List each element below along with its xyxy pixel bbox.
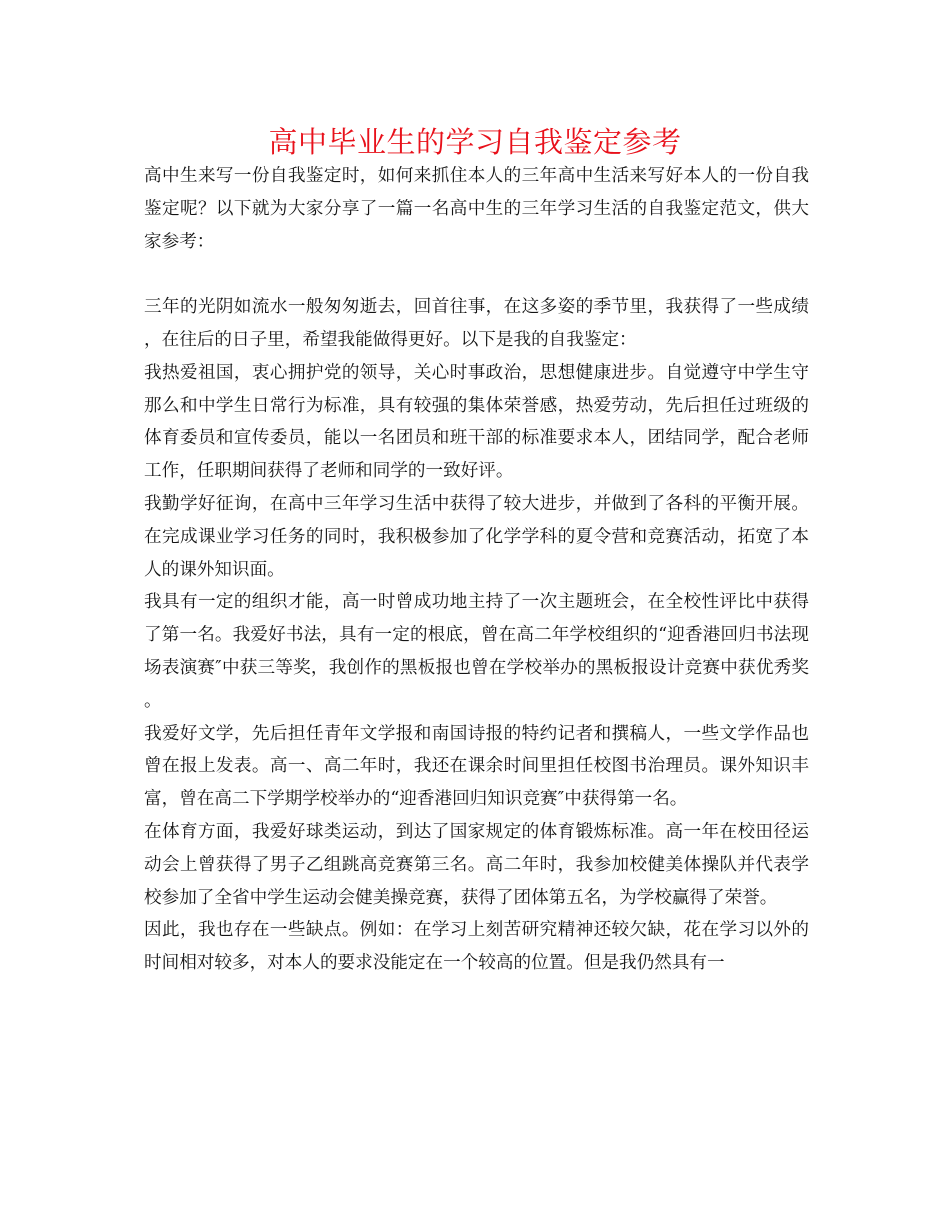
paragraph-study: 我勤学好征询，在高中三年学习生活中获得了较大进步，并做到了各科的平衡开展。在完成课业学习任务的同时，我积极参加了化学学科的夏令营和竞赛活动，拓宽了本人的课外知识面。 [144,493,809,580]
paragraph-sports: 在体育方面，我爱好球类运动，到达了国家规定的体育锻炼标准。高一年在校田径运动会上曾获得了男子乙组跳高竞赛第三名。高二年时，我参加校健美体操队并代表学校参加了全省中学生运动会健美操竞赛，获得了团体第五名，为学校赢得了荣誉。 [144,821,809,908]
paragraph-organization: 我具有一定的组织才能，高一时曾成功地主持了一次主题班会，在全校性评比中获得了第一名。我爱好书法，具有一定的根底，曾在高二年学校组织的“迎香港回归书法现场表演赛″中获三等奖，我创作的黑板报也曾在学校举办的黑板报设计竞赛中获优秀奖。 [144,592,809,711]
paragraph-literature: 我爱好文学，先后担任青年文学报和南国诗报的特约记者和撰稿人，一些文学作品也曾在报上发表。高一、高二年时，我还在课余时间里担任校图书治理员。课外知识丰富，曾在高二下学期学校举办的“迎香港回归知识竞赛″中获得第一名。 [144,723,809,810]
paragraph-shortcomings: 因此，我也存在一些缺点。例如：在学习上刻苦研究精神还较欠缺，花在学习以外的时间相对较多，对本人的要求没能定在一个较高的位置。但是我仍然具有一 [144,920,809,974]
document-body [144,160,809,980]
paragraph-ideology: 我热爱祖国，衷心拥护党的领导，关心时事政治，思想健康进步。自觉遵守中学生守那么和中学生日常行为标准，具有较强的集体荣誉感，热爱劳动，先后担任过班级的体育委员和宣传委员，能以一名团员和班干部的标准要求本人，团结同学，配合老师工作，任职期间获得了老师和同学的一致好评。 [144,362,809,482]
paragraph-intro: 高中生来写一份自我鉴定时，如何来抓住本人的三年高中生活来写好本人的一份自我鉴定呢？以下就为大家分享了一篇一名高中生的三年学习生活的自我鉴定范文，供大家参考： [144,166,809,252]
document-title: 高中毕业生的学习自我鉴定参考 [268,125,682,159]
paragraph-spacer [144,258,809,291]
paragraph-opening: 三年的光阴如流水一般匆匆逝去，回首往事，在这多姿的季节里，我获得了一些成绩，在往后的日子里，希望我能做得更好。以下是我的自我鉴定： [144,297,809,350]
